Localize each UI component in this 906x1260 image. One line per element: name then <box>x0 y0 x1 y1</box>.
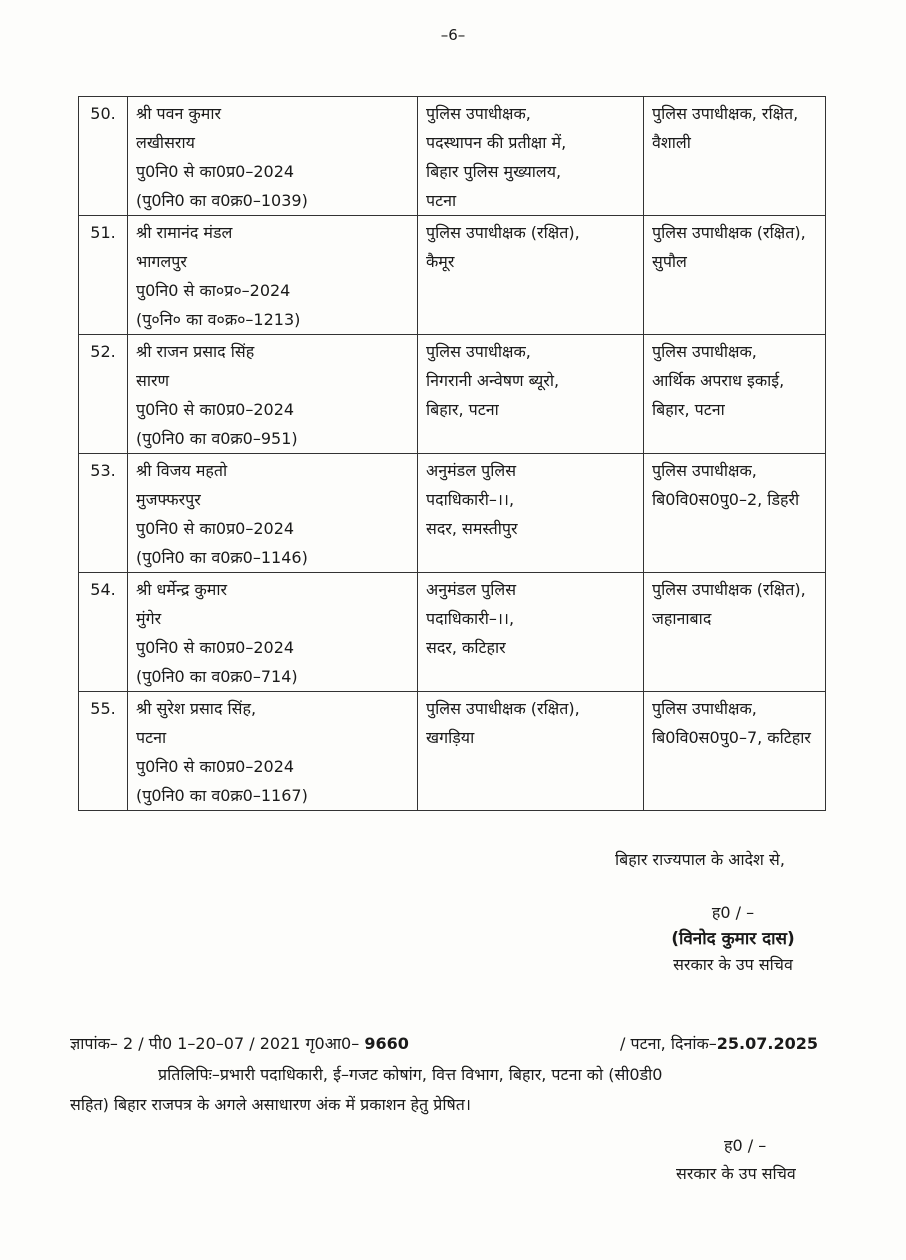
new-posting-line: पुलिस उपाधीक्षक (रक्षित), <box>652 580 806 599</box>
new-posting-line: पुलिस उपाधीक्षक (रक्षित), <box>652 223 806 242</box>
serial-number: 50. <box>79 97 128 216</box>
officer-details-line: (पु0नि0 का व0क्र0–1039) <box>136 191 308 210</box>
officer-details-line: श्री पवन कुमार <box>136 104 222 123</box>
new-posting-line: पुलिस उपाधीक्षक, रक्षित, <box>652 104 799 123</box>
serial-number: 53. <box>79 454 128 573</box>
signature-mark-2: ह0 / – <box>724 1136 767 1155</box>
current-posting-line: सदर, समस्तीपुर <box>426 519 518 538</box>
officer-details <box>128 573 418 692</box>
copy-paragraph <box>70 1060 870 1120</box>
table-row <box>79 335 826 454</box>
transfer-table <box>78 96 826 811</box>
copy-line-1: प्रतिलिपिः–प्रभारी पदाधिकारी, ई–गजट कोषांग, वित्त विभाग, बिहार, पटना को (सी0डी0 <box>158 1065 663 1084</box>
current-posting-line: पुलिस उपाधीक्षक, <box>426 104 531 123</box>
table-row <box>79 573 826 692</box>
officer-details <box>128 454 418 573</box>
new-posting-line: आर्थिक अपराध इकाई, <box>652 371 785 390</box>
officer-details-line: श्री रामानंद मंडल <box>136 223 233 242</box>
officer-details-line: (पु0नि0 का व0क्र0–951) <box>136 429 298 448</box>
current-posting-line: पदस्थापन की प्रतीक्षा में, <box>426 133 567 152</box>
current-posting-line: कैमूर <box>426 252 455 271</box>
officer-details <box>128 97 418 216</box>
current-posting-line: खगड़िया <box>426 728 475 747</box>
new-posting <box>644 335 826 454</box>
new-posting <box>644 97 826 216</box>
new-posting <box>644 216 826 335</box>
current-posting <box>418 692 644 811</box>
current-posting-line: पुलिस उपाधीक्षक (रक्षित), <box>426 223 580 242</box>
current-posting-line: अनुमंडल पुलिस <box>426 461 517 480</box>
signature-block-2 <box>676 1132 846 1188</box>
officer-details <box>128 216 418 335</box>
officer-details-line: मुंगेर <box>136 609 162 628</box>
current-posting <box>418 97 644 216</box>
new-posting-line: पुलिस उपाधीक्षक, <box>652 342 757 361</box>
page-number: –6– <box>440 26 466 44</box>
officer-details-line: श्री धर्मेन्द्र कुमार <box>136 580 228 599</box>
memo-place: / पटना, दिनांक– <box>620 1034 717 1053</box>
current-posting <box>418 216 644 335</box>
current-posting-line: सदर, कटिहार <box>426 638 506 657</box>
new-posting <box>644 573 826 692</box>
order-line: बिहार राज्यपाल के आदेश से, <box>615 850 785 869</box>
officer-details-line: भागलपुर <box>136 252 187 271</box>
memo-prefix: ज्ञापांक– 2 / पी0 1–20–07 / 2021 गृ0आ0– <box>70 1034 360 1053</box>
new-posting-line: वैशाली <box>652 133 691 152</box>
table-row <box>79 692 826 811</box>
copy-line-2: सहित) बिहार राजपत्र के अगले असाधारण अंक में प्रकाशन हेतु प्रेषित। <box>70 1095 471 1114</box>
signatory-designation-2: सरकार के उप सचिव <box>676 1164 796 1183</box>
current-posting-line: पदाधिकारी–।।, <box>426 609 515 628</box>
officer-details-line: पु0नि0 से का0प्र0–2024 <box>136 757 295 776</box>
current-posting-line: पटना <box>426 191 457 210</box>
officer-details-line: सारण <box>136 371 170 390</box>
table-row <box>79 97 826 216</box>
current-posting <box>418 335 644 454</box>
new-posting-line: पुलिस उपाधीक्षक, <box>652 461 757 480</box>
serial-number: 54. <box>79 573 128 692</box>
new-posting-line: बि0वि0स0पु0–7, कटिहार <box>652 728 811 747</box>
current-posting-line: बिहार, पटना <box>426 400 499 419</box>
serial-number: 55. <box>79 692 128 811</box>
new-posting-line: बि0वि0स0पु0–2, डिहरी <box>652 490 800 509</box>
officer-details-line: (पु0नि0 का व0क्र0–1167) <box>136 786 308 805</box>
officer-details-line: (पु0नि0 का व0क्र0–714) <box>136 667 298 686</box>
officer-details-line: पटना <box>136 728 167 747</box>
new-posting-line: सुपौल <box>652 252 687 271</box>
officer-details-line: पु0नि0 से का०प्र०–2024 <box>136 281 291 300</box>
officer-details-line: (पु0नि0 का व0क्र0–1146) <box>136 548 308 567</box>
officer-details-line: लखीसराय <box>136 133 195 152</box>
current-posting-line: पुलिस उपाधीक्षक, <box>426 342 531 361</box>
signatory-name: (विनोद कुमार दास) <box>671 929 795 949</box>
officer-details-line: श्री विजय महतो <box>136 461 228 480</box>
new-posting-line: बिहार, पटना <box>652 400 725 419</box>
current-posting-line: पदाधिकारी–।।, <box>426 490 515 509</box>
table-row <box>79 216 826 335</box>
officer-details-line: पु0नि0 से का0प्र0–2024 <box>136 162 295 181</box>
current-posting-line: पुलिस उपाधीक्षक (रक्षित), <box>426 699 580 718</box>
new-posting <box>644 454 826 573</box>
current-posting <box>418 573 644 692</box>
officer-details-line: श्री सुरेश प्रसाद सिंह, <box>136 699 257 718</box>
current-posting-line: निगरानी अन्वेषण ब्यूरो, <box>426 371 560 390</box>
table-row <box>79 454 826 573</box>
memo-number: 9660 <box>364 1034 409 1053</box>
memo-date: 25.07.2025 <box>716 1034 818 1053</box>
memo-line <box>70 1032 870 1054</box>
officer-details-line: पु0नि0 से का0प्र0–2024 <box>136 519 295 538</box>
current-posting-line: अनुमंडल पुलिस <box>426 580 517 599</box>
new-posting <box>644 692 826 811</box>
current-posting <box>418 454 644 573</box>
signatory-designation: सरकार के उप सचिव <box>673 955 793 974</box>
officer-details <box>128 692 418 811</box>
officer-details-line: श्री राजन प्रसाद सिंह <box>136 342 255 361</box>
officer-details-line: मुजफ्फरपुर <box>136 490 201 509</box>
officer-details <box>128 335 418 454</box>
serial-number: 52. <box>79 335 128 454</box>
signature-block <box>648 900 818 978</box>
serial-number: 51. <box>79 216 128 335</box>
officer-details-line: पु0नि0 से का0प्र0–2024 <box>136 400 295 419</box>
current-posting-line: बिहार पुलिस मुख्यालय, <box>426 162 562 181</box>
officer-details-line: (पु०नि० का व०क्र०–1213) <box>136 310 301 329</box>
officer-details-line: पु0नि0 से का0प्र0–2024 <box>136 638 295 657</box>
signature-mark: ह0 / – <box>711 903 755 922</box>
new-posting-line: पुलिस उपाधीक्षक, <box>652 699 757 718</box>
new-posting-line: जहानाबाद <box>652 609 712 628</box>
